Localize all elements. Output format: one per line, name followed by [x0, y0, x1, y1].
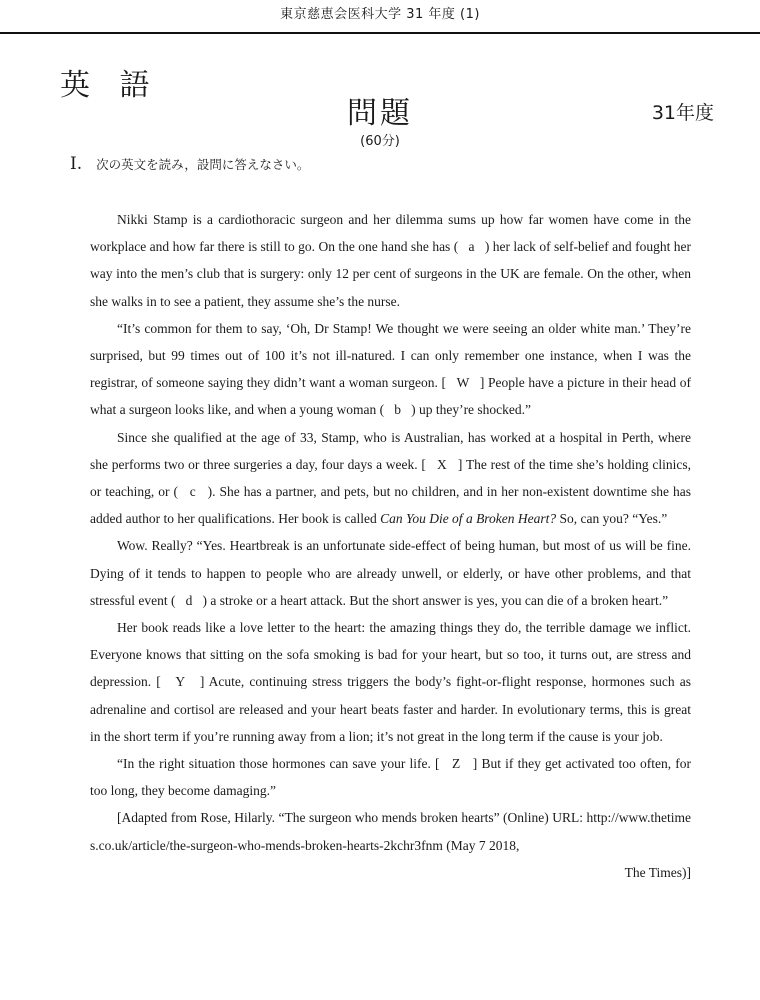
subject-title: 英 語 — [60, 68, 160, 103]
paragraph-text: People have a picture in their head of what a surgeon looks like, and when a young woman — [90, 375, 692, 418]
paragraph-2 — [90, 315, 691, 424]
blank-d: ( d ) — [170, 592, 207, 608]
paragraph-1 — [90, 206, 691, 315]
header-bar — [0, 0, 760, 34]
paragraph-3 — [90, 424, 691, 533]
book-title: Can You Die of a Broken Heart? — [380, 511, 557, 527]
section-instruction — [70, 154, 309, 174]
exam-duration: (60分) — [360, 134, 400, 149]
exam-year: 31年度 — [651, 102, 714, 124]
blank-x: [ X ] — [421, 456, 463, 472]
paragraph-text: Her book reads like a love letter to the heart: the amazing things they do, the terrible damage we inflict. Everyone knows that sitting on the sofa smoking is bad for your heart, but so too, it turns out, are stress and depression. — [90, 620, 691, 690]
paragraph-text: a stroke or a heart attack. But the short answer is yes, you can die of a broken heart.” — [206, 592, 669, 608]
blank-c: ( c ) — [173, 484, 213, 500]
paragraph-text: Acute, continuing stress triggers the body’s fight-or-flight response, hormones such as adrenaline and cortisol are released and your heart beats faster and harder. In evolutionary terms, this is great in the short term if you’re running away from a lion; it’s not great in the long term if the cause is your job. — [90, 674, 691, 744]
paragraph-text: Since she qualified at the age of 33, Stamp, who is Australian, has worked at a hospital in Perth, where she performs two or three surgeries a day, four days a week. — [90, 429, 691, 472]
blank-a: ( a ) — [453, 239, 490, 255]
paragraph-text: . She has a partner, and pets, but no children, and in her non-existent downtime she has added author to her qualifications. Her book is called — [90, 484, 691, 527]
paragraph-text: Wow. Really? “Yes. Heartbreak is an unfortunate side-effect of being human, but most of us will be fine. Dying of it tends to happen to people who are already unwell, or elderly, or have other problems, and that stressful event — [90, 538, 691, 608]
paragraph-6 — [90, 750, 691, 804]
paragraph-text: “In the right situation those hormones can save your life. — [117, 756, 436, 772]
blank-b: ( b ) — [379, 402, 416, 418]
source-citation: [Adapted from Rose, Hilarly. “The surgeon who mends broken hearts” (Online) URL: http://www.thetimes.co.uk/article/the-surgeon-who-mends-broken-hearts-2kchr3fnm (May 7 2018, — [90, 810, 691, 853]
mondai-title: 問題 — [347, 96, 413, 131]
instruction-text: 次の英文を読み，設問に答えなさい。 — [96, 157, 310, 172]
paragraph-text: “It’s common for them to say, ‘Oh, Dr Stamp! We thought we were seeing an older white man.’ They’re surprised, but 99 times out of 100 it’s not ill-natured. I can only remember one instance, when I was the registrar, of someone saying they didn’t want a woman surgeon. — [90, 320, 691, 391]
paragraph-text: up they’re shocked.” — [415, 402, 532, 418]
paragraph-text: her lack of self-belief and fought her way into the men’s club that is surgery: only 12 per cent of surgeons in the UK are female. On the other, when she walks in to see a patient, they assume she’s the nurse. — [90, 239, 692, 309]
paragraph-text: Nikki Stamp is a cardiothoracic surgeon and her dilemma sums up how far women have come in the workplace and how far there is still to go. On the one hand she has — [90, 212, 691, 255]
paragraph-text: But if they get activated too often, for too long, they become damaging.” — [90, 756, 692, 799]
blank-y: [ Y ] — [156, 674, 205, 690]
reading-passage — [90, 206, 691, 886]
paragraph-4 — [90, 532, 691, 614]
paragraph-5 — [90, 614, 691, 750]
section-number: Ⅰ. — [70, 154, 83, 174]
source-citation-end: The Times)] — [624, 864, 691, 880]
paragraph-text: So, can you? “Yes.” — [556, 511, 668, 527]
paragraph-text: The rest of the time she’s holding clinics, or teaching, or — [90, 456, 691, 500]
blank-w: [ W ] — [441, 375, 485, 391]
blank-z: [ Z ] — [435, 756, 478, 772]
header-text: 東京慈恵会医科大学 31 年度 (1) — [280, 7, 480, 22]
